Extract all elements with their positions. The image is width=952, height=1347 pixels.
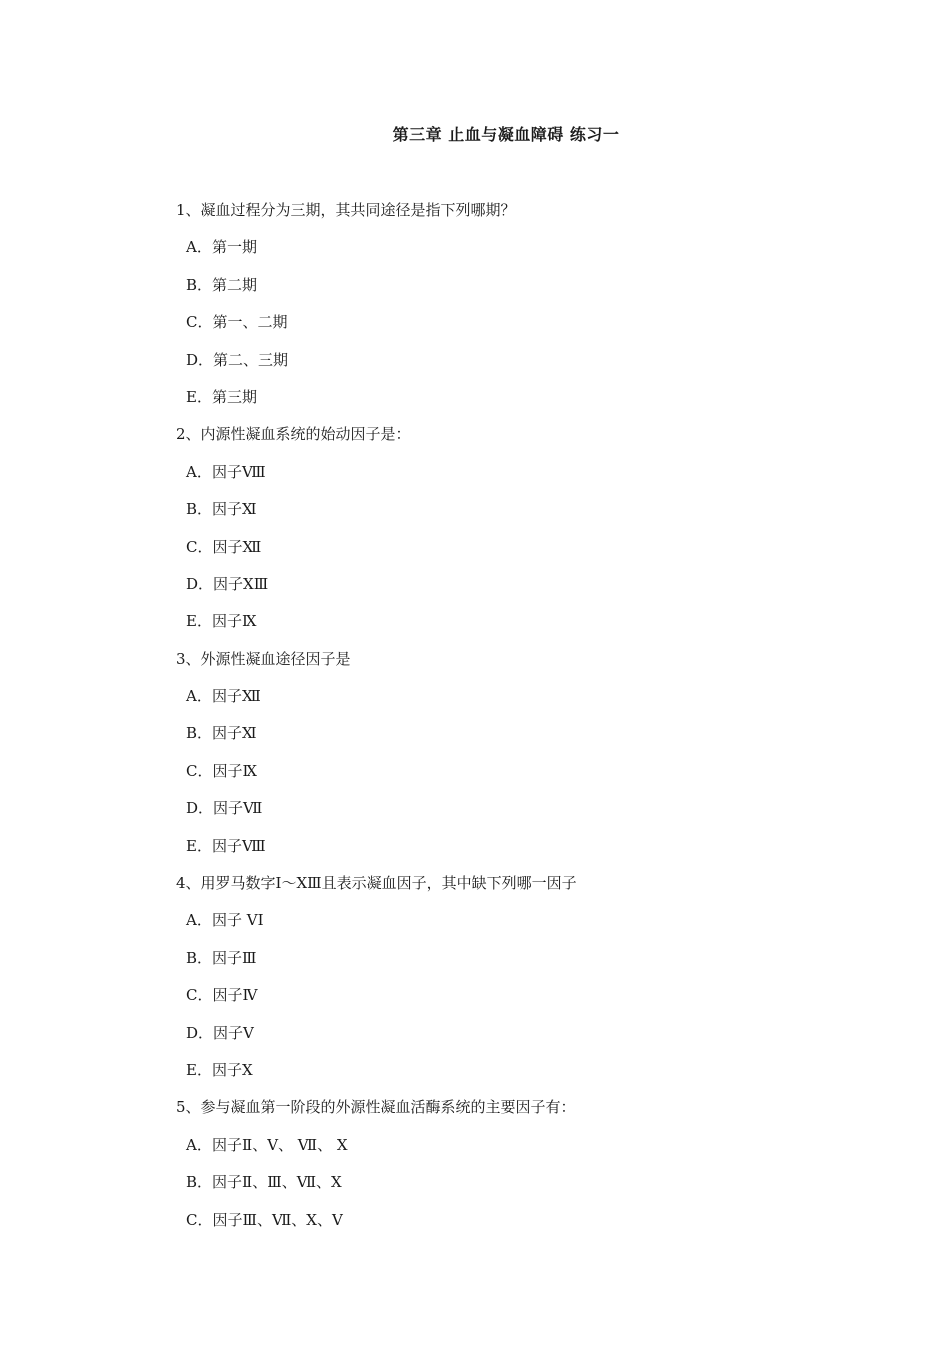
question-4-option-c bbox=[176, 983, 876, 1020]
option-letter: A． bbox=[186, 911, 212, 930]
question-3-text: 3、外源性凝血途径因子是 bbox=[176, 649, 351, 668]
option-letter: B． bbox=[186, 724, 213, 743]
option-text: 因子Ⅸ bbox=[212, 612, 257, 631]
option-text: 因子Ⅺ bbox=[212, 724, 257, 743]
question-1-option-d bbox=[176, 348, 876, 385]
question-5-text: 5、参与凝血第一阶段的外源性凝血活酶系统的主要因子有： bbox=[176, 1098, 576, 1117]
option-letter: A． bbox=[186, 462, 212, 481]
option-letter: D． bbox=[186, 350, 214, 369]
option-text: 因子Ⅴ bbox=[213, 1023, 254, 1042]
question-1-option-a bbox=[176, 235, 876, 272]
option-letter: B． bbox=[186, 1173, 213, 1192]
question-5-option-a bbox=[176, 1133, 876, 1170]
option-text: 因子ⅩⅢ bbox=[213, 574, 269, 593]
question-5-option-b bbox=[176, 1170, 876, 1207]
question-3-option-c bbox=[176, 759, 876, 796]
question-2-option-e bbox=[176, 609, 876, 646]
option-letter: E． bbox=[186, 612, 212, 631]
question-5-option-c bbox=[176, 1208, 876, 1245]
question-3-option-d bbox=[176, 796, 876, 833]
option-letter: D． bbox=[186, 799, 214, 818]
question-2-option-c bbox=[176, 535, 876, 572]
option-text: 第一期 bbox=[212, 238, 258, 257]
option-text: 因子Ⅶ bbox=[213, 799, 263, 818]
option-text: 因子Ⅸ bbox=[212, 761, 257, 780]
option-letter: E． bbox=[186, 387, 212, 406]
option-text: 因子Ⅱ、V、 Ⅶ、 X bbox=[212, 1135, 348, 1154]
option-text: 因子Ⅹ bbox=[212, 1060, 253, 1079]
option-text: 因子Ⅺ bbox=[212, 500, 257, 519]
option-letter: D． bbox=[186, 574, 214, 593]
question-list bbox=[176, 198, 876, 1245]
question-4-option-e bbox=[176, 1058, 876, 1095]
option-letter: C． bbox=[186, 537, 213, 556]
option-letter: E． bbox=[186, 1060, 212, 1079]
option-text: 因子Ⅲ bbox=[212, 948, 257, 967]
option-text: 因子Ⅻ bbox=[212, 687, 261, 706]
question-3-option-b bbox=[176, 721, 876, 758]
option-letter: C． bbox=[186, 1210, 213, 1229]
option-letter: C． bbox=[186, 761, 213, 780]
option-letter: C． bbox=[186, 986, 213, 1005]
option-letter: C． bbox=[186, 313, 213, 332]
option-text: 因子Ⅲ、Ⅶ、X、V bbox=[212, 1210, 343, 1229]
question-1-text: 1、凝血过程分为三期，其共同途径是指下列哪期？ bbox=[176, 201, 516, 219]
option-text: 因子Ⅻ bbox=[212, 537, 262, 556]
option-letter: B． bbox=[186, 275, 213, 294]
option-text: 因子Ⅳ bbox=[212, 986, 258, 1005]
option-text: 第二、三期 bbox=[213, 350, 289, 369]
option-text: 第三期 bbox=[212, 387, 258, 406]
option-letter: E． bbox=[186, 836, 212, 855]
question-4-option-a bbox=[176, 908, 876, 945]
question-1-option-c bbox=[176, 310, 876, 347]
question-4-text: 4、用罗马数字Ⅰ～ⅩⅢ且表示凝血因子，其中缺下列哪一因子 bbox=[176, 874, 577, 893]
option-letter: B． bbox=[186, 500, 213, 519]
question-2-option-a bbox=[176, 460, 876, 497]
option-letter: A． bbox=[186, 238, 212, 257]
option-text: 第一、二期 bbox=[212, 313, 288, 332]
question-2-option-b bbox=[176, 497, 876, 534]
question-2-option-d bbox=[176, 572, 876, 609]
question-4-option-d bbox=[176, 1021, 876, 1058]
option-letter: A． bbox=[186, 687, 212, 706]
option-text: 因子 VI bbox=[212, 911, 264, 930]
option-text: 第二期 bbox=[212, 275, 258, 294]
question-3-option-e bbox=[176, 834, 876, 871]
option-text: 因子Ⅱ、Ⅲ、Ⅶ、X bbox=[212, 1173, 342, 1192]
question-1-option-b bbox=[176, 273, 876, 310]
option-text: 因子Ⅷ bbox=[212, 462, 266, 481]
question-3-option-a bbox=[176, 684, 876, 721]
option-text: 因子Ⅷ bbox=[212, 836, 266, 855]
page-title: 第三章 止血与凝血障碍 练习一 bbox=[392, 125, 620, 144]
option-letter: D． bbox=[186, 1023, 214, 1042]
option-letter: B． bbox=[186, 948, 213, 967]
question-2-text: 2、内源性凝血系统的始动因子是： bbox=[176, 425, 411, 444]
option-letter: A． bbox=[186, 1135, 212, 1154]
question-4-option-b bbox=[176, 946, 876, 983]
question-1-option-e bbox=[176, 385, 876, 422]
